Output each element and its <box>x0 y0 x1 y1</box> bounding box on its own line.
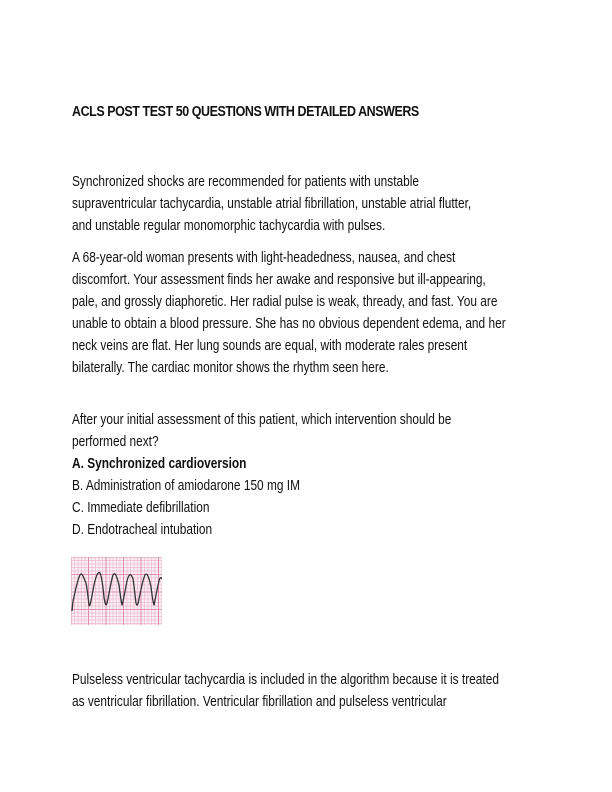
question-line: After your initial assessment of this patient, which intervention should be <box>72 412 452 428</box>
intro-paragraph <box>72 171 612 237</box>
case-line: discomfort. Your assessment finds her awake and responsive but ill-appearing, <box>72 272 486 288</box>
question-line: performed next? <box>72 434 159 450</box>
document-title: ACLS POST TEST 50 QUESTIONS WITH DETAILED ANSWERS <box>72 104 419 120</box>
closing-line: Pulseless ventricular tachycardia is included in the algorithm because it is treated <box>72 672 499 688</box>
ecg-rhythm-strip-icon <box>71 557 162 625</box>
case-line: neck veins are flat. Her lung sounds are equal, with moderate rales present <box>72 338 468 354</box>
case-line: pale, and grossly diaphoretic. Her radial pulse is weak, thready, and fast. You are <box>72 294 498 310</box>
intro-line: supraventricular tachycardia, unstable atrial fibrillation, unstable atrial flutter, <box>72 196 472 212</box>
case-paragraph <box>72 247 612 379</box>
intro-line: and unstable regular monomorphic tachycardia with pulses. <box>72 218 386 234</box>
answer-option: D. Endotracheal intubation <box>72 522 213 538</box>
correct-answer-option: A. Synchronized cardioversion <box>72 456 247 472</box>
closing-line: as ventricular fibrillation. Ventricular fibrillation and pulseless ventricular <box>72 694 447 710</box>
answer-option: C. Immediate defibrillation <box>72 500 210 516</box>
case-line: A 68-year-old woman presents with light-headedness, nausea, and chest <box>72 250 456 266</box>
answer-option: B. Administration of amiodarone 150 mg IM <box>72 478 301 494</box>
case-line: bilaterally. The cardiac monitor shows the rhythm seen here. <box>72 360 389 376</box>
case-line: unable to obtain a blood pressure. She has no obvious dependent edema, and her <box>72 316 506 332</box>
closing-paragraph <box>72 669 612 713</box>
intro-line: Synchronized shocks are recommended for patients with unstable <box>72 174 419 190</box>
question-paragraph <box>72 409 612 541</box>
